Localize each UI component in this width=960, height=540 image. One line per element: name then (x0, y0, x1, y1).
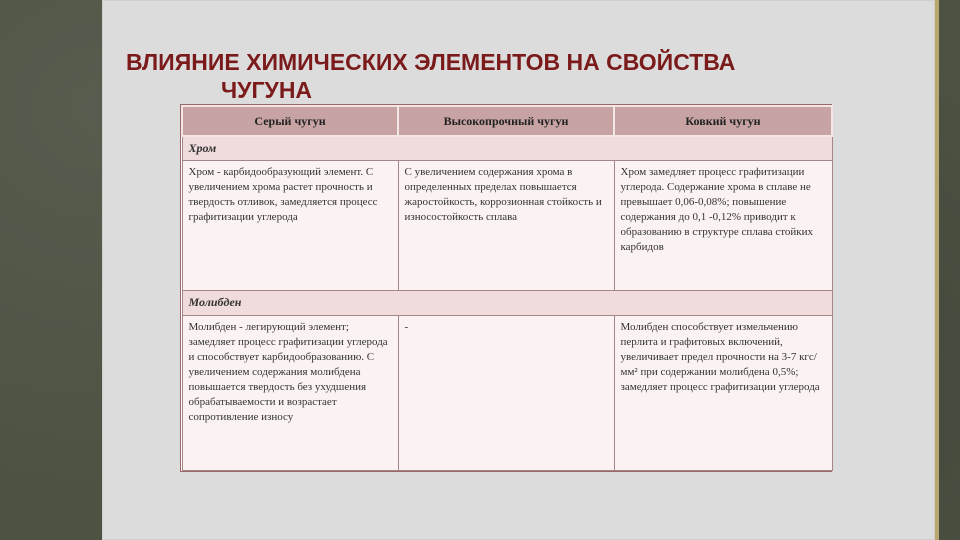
cast-iron-table (181, 105, 833, 471)
slide-edge (935, 0, 939, 540)
header-ductile-iron: Высокопрочный чугун (398, 106, 614, 136)
title-line-2: ЧУГУНА (221, 77, 313, 103)
cell-molybdenum-malleable: Молибден способствует измельчению перлита и графитовых включений, увеличивает предел прочности на 3-7 кгс/мм² при содержании молибдена 0,5%; замедляет процесс графитизации углерода (614, 315, 832, 471)
table-row (182, 161, 832, 291)
table-header-row (182, 106, 832, 136)
header-gray-iron: Серый чугун (182, 106, 398, 136)
header-malleable-iron: Ковкий чугун (614, 106, 832, 136)
properties-table (180, 104, 832, 472)
section-label: Хром (182, 136, 832, 161)
title-line-1: ВЛИЯНИЕ ХИМИЧЕСКИХ ЭЛЕМЕНТОВ НА СВОЙСТВА (126, 49, 736, 75)
cell-chromium-gray: Хром - карбидообразующий элемент. С увеличением хрома растет прочность и твердость отливок, замедляется процесс графитизации углерода (182, 161, 398, 291)
cell-molybdenum-gray: Молибден - легирующий элемент; замедляет процесс графитизации углерода и способствует карбидообразованию. С увеличением содержания молибдена повышается твердость без ухудшения обрабатываемости и возрастает сопротивление износу (182, 315, 398, 471)
cell-molybdenum-ductile: - (398, 315, 614, 471)
cell-chromium-malleable: Хром замедляет процесс графитизации углерода. Содержание хрома в сплаве не превышает 0,06-0,08%; повышение содержания до 0,1 -0,12% приводит к образованию в структуре сплава стойких карбидов (614, 161, 832, 291)
cell-chromium-ductile: С увеличением содержания хрома в определенных пределах повышается жаростойкость, коррозионная стойкость и износостойкость сплава (398, 161, 614, 291)
table-row (182, 315, 832, 471)
section-label: Молибден (182, 291, 832, 315)
section-row-molybdenum (182, 291, 832, 315)
section-row-chromium (182, 136, 832, 161)
slide-title (126, 48, 735, 104)
